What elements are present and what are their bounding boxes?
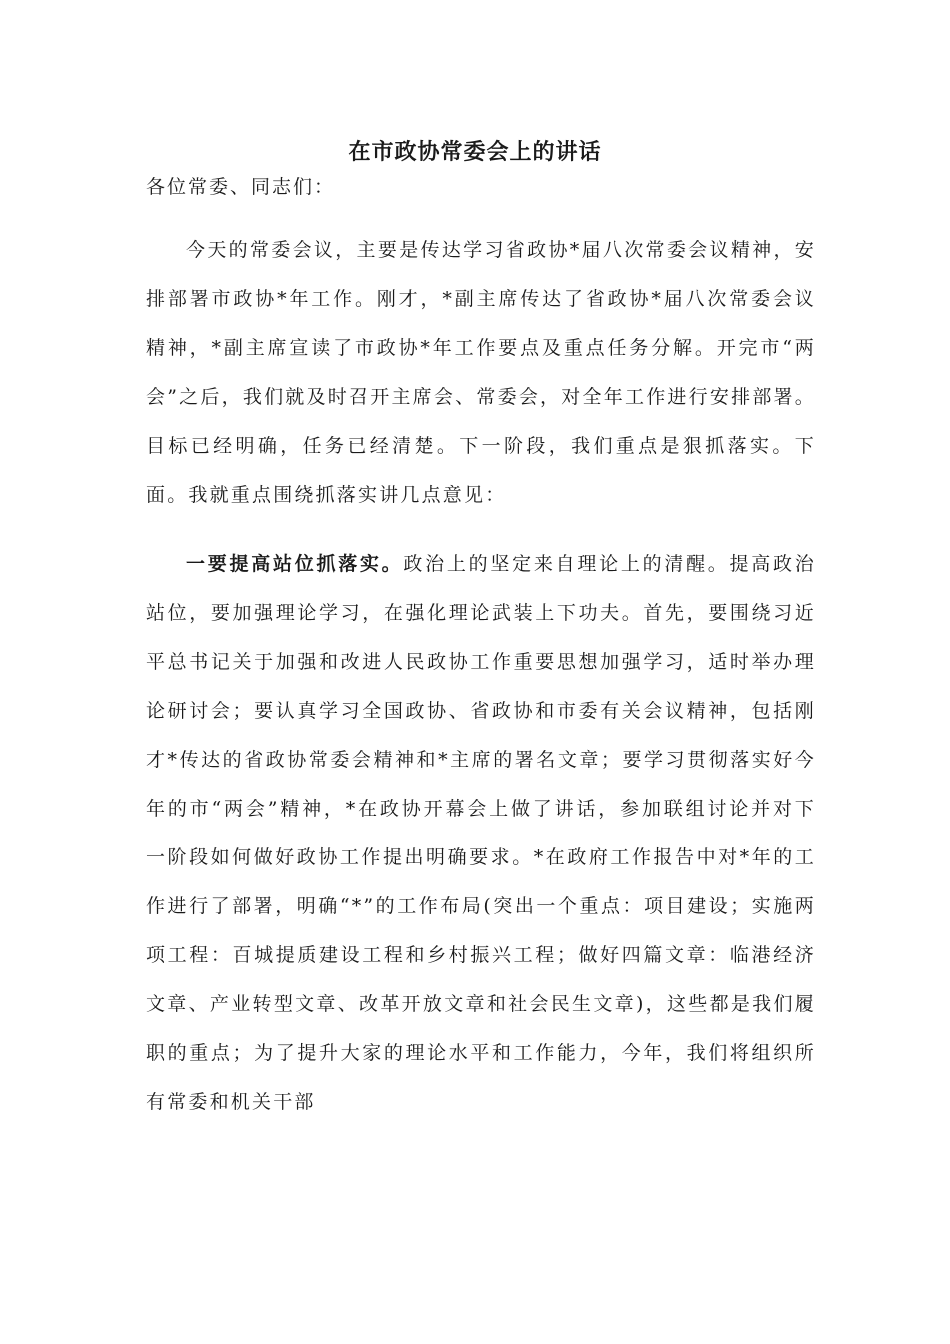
document-title: 在市政协常委会上的讲话 [348,139,602,165]
paragraph-2-text: 政治上的坚定来自理论上的清醒。提高政治站位，要加强理论学习，在强化理论武装上下功夫。首先，要围绕习近平总书记关于加强和改进人民政协工作重要思想加强学习，适时举办理论研讨会；要认真学习全国政协、省政协和市委有关会议精神，包括刚才*传达的省政协常委会精神和*主席的署名文章；要学习贯彻落实好今年的市“两会”精神，*在政协开幕会上做了讲话，参加联组讨论并对下一阶段如何做好政协工作提出明确要求。*在政府工作报告中对*年的工作进行了部署，明确“*”的工作布局(突出一个重点：项目建设；实施两项工程：百城提质建设工程和乡村振兴工程；做好四篇文章：临港经济文章、产业转型文章、改革开放文章和社会民生文章)，这些都是我们履职的重点；为了提升大家的理论水平和工作能力，今年，我们将组织所有常委和机关干部 [146,553,816,1113]
body-paragraph-2 [146,540,816,1127]
salutation: 各位常委、同志们： [146,176,336,198]
paragraph-1-text: 今天的常委会议，主要是传达学习省政协*届八次常委会议精神，安排部署市政协*年工作。刚才，*副主席传达了省政协*届八次常委会议精神，*副主席宣读了市政协*年工作要点及重点任务分解。开完市“两会”之后，我们就及时召开主席会、常委会，对全年工作进行安排部署。目标已经明确，任务已经清楚。下一阶段，我们重点是狠抓落实。下面。我就重点围绕抓落实讲几点意见： [146,239,816,506]
body-paragraph-1 [146,226,816,519]
paragraph-2-lead: 一要提高站位抓落实。 [186,553,404,575]
